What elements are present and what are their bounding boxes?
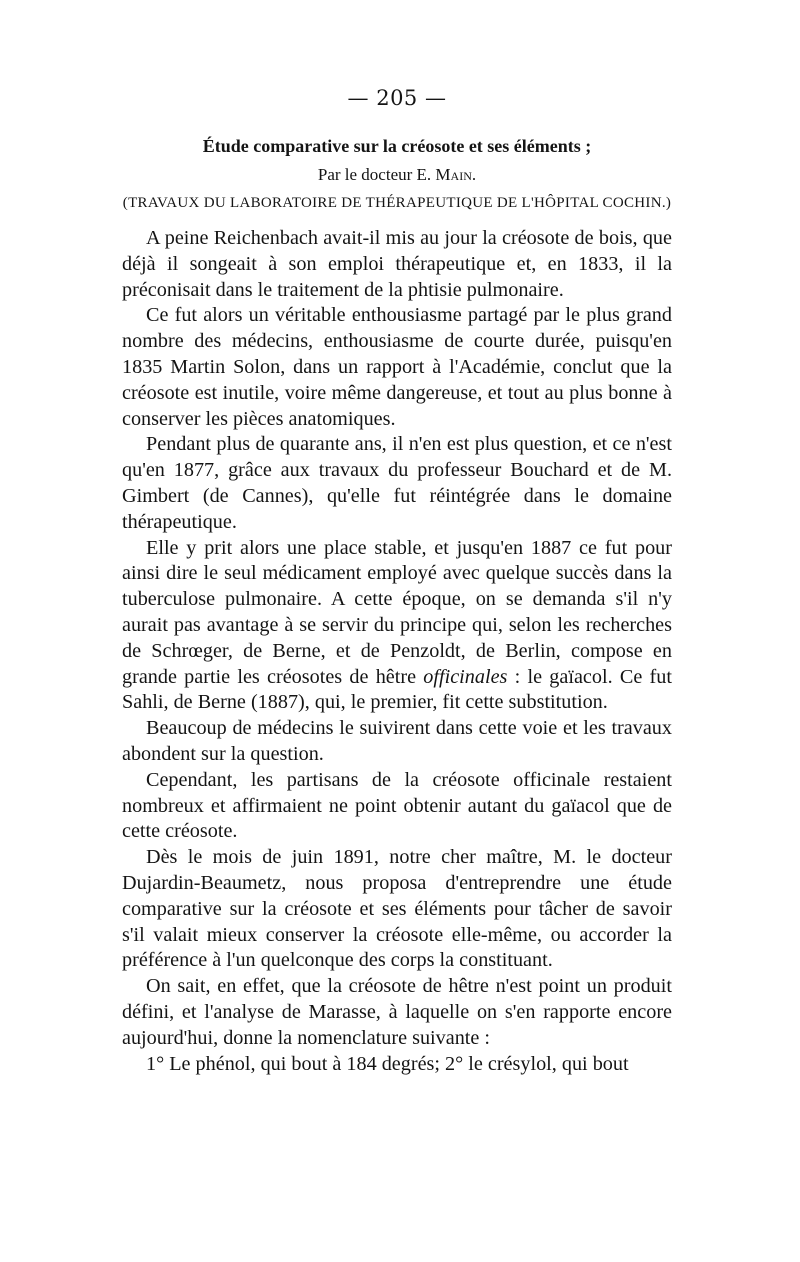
article-title: Étude comparative sur la créosote et ses éléments ; [202,136,592,156]
paragraph: Pendant plus de quarante ans, il n'en est plus question, et ce n'est qu'en 1877, grâce aux travaux du professeur Bouchard et de M. Gimbert (de Cannes), qu'elle fut réintégrée dans le domaine thérapeutique. [122,433,672,533]
paragraph-text: Elle y prit alors une place stable, et jusqu'en 1887 ce fut pour ainsi dire le seul médicament employé avec quelque succès dans la tuberculose pulmonaire. A cette époque, on se demanda s'il n'y aurait pas avantage à se servir du principe qui, selon les recherches de Schrœger, de Berne, et de Penzoldt, de Berlin, compose en grande partie les créosotes de hêtre [122,536,672,688]
paragraph: Dès le mois de juin 1891, notre cher maître, M. le docteur Dujardin-Beaumetz, nous proposa d'entreprendre une étude comparative sur la créosote et ses éléments pour tâcher de savoir s'il valait mieux conserver la créosote elle-même, ou accorder la préférence à l'un quelconque des corps la constituant. [122,846,672,972]
paragraph-text: : le gaïacol. Ce fut Sahli, de Berne (1887), qui, le premier, fit cette substitution. [122,665,672,714]
paragraph: Ce fut alors un véritable enthousiasme partagé par le plus grand nombre des médecins, enthousiasme de courte durée, puisqu'en 1835 Martin Solon, dans un rapport à l'Académie, conclut que la créosote est inutile, voire même dangereuse, et tout au plus bonne à conserver les pièces anatomiques. [122,304,672,430]
page-number: — 205 — [347,86,447,110]
paragraph [122,536,672,717]
affiliation: (TRAVAUX DU LABORATOIRE DE THÉRAPEUTIQUE DE L'HÔPITAL COCHIN.) [122,195,672,211]
body-text [122,226,672,1077]
byline-prefix: Par le docteur [317,165,413,184]
paragraph: A peine Reichenbach avait-il mis au jour la créosote de bois, que déjà il songeait à son emploi thérapeutique et, en 1833, il la préconisait dans le traitement de la phtisie pulmonaire. [122,227,672,301]
paragraph: Cependant, les partisans de la créosote officinale restaient nombreux et affirmaient ne point obtenir autant du gaïacol que de cette créosote. [122,768,672,843]
paragraph: 1° Le phénol, qui bout à 184 degrés; 2° le crésylol, qui bout [146,1052,629,1075]
document-page [122,86,672,1077]
author-name: E. Main. [416,165,477,184]
byline [122,165,672,185]
paragraph: On sait, en effet, que la créosote de hêtre n'est point un produit défini, et l'analyse de Marasse, à laquelle on s'en rapporte encore aujourd'hui, donne la nomenclature suivante : [122,975,672,1049]
emphasis-text: officinales [423,665,508,688]
paragraph: Beaucoup de médecins le suivirent dans cette voie et les travaux abondent sur la question. [122,717,672,765]
